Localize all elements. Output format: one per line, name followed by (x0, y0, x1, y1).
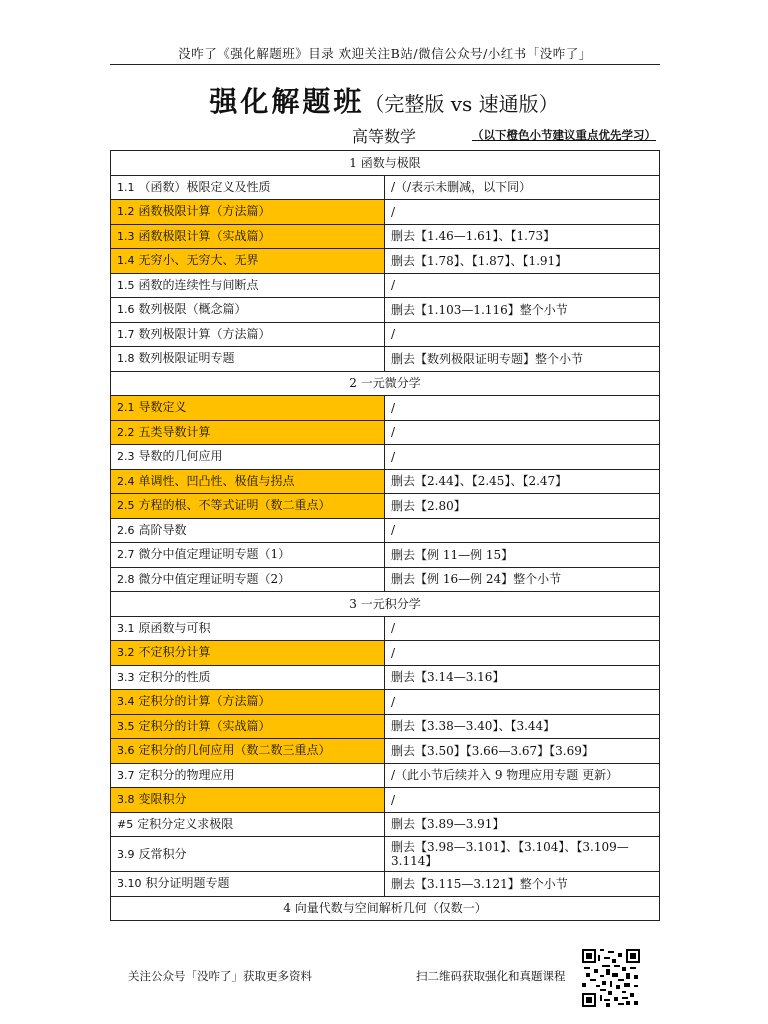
status-cell: /（/表示未删减，以下同） (385, 175, 660, 200)
topic-name: 函数极限计算（方法篇） (138, 204, 271, 219)
status-cell: /（此小节后续并入 9 物理应用专题 更新） (385, 763, 660, 788)
topic-number: 2.7 (117, 548, 135, 562)
topic-cell (111, 518, 385, 543)
topic-name: 定积分的几何应用（数二数三重点） (138, 743, 331, 758)
topic-number: 2.6 (117, 523, 135, 537)
topic-name: 定积分的计算（实战篇） (138, 718, 271, 733)
topic-cell (111, 322, 385, 347)
topic-cell (111, 739, 385, 764)
table-row (111, 396, 660, 421)
status-cell: 删去【3.115—3.121】整个小节 (385, 872, 660, 897)
section-title: 4 向量代数与空间解析几何（仅数一） (111, 896, 660, 921)
table-row (111, 872, 660, 897)
topic-cell (111, 837, 385, 872)
qr-code-icon (582, 949, 640, 1007)
topic-cell (111, 616, 385, 641)
document-title (0, 80, 768, 120)
status-cell: 删去【1.78】、【1.87】、【1.91】 (385, 249, 660, 274)
table-row (111, 788, 660, 813)
status-cell: 删去【3.50】【3.66—3.67】【3.69】 (385, 739, 660, 764)
topic-cell (111, 714, 385, 739)
topic-number: 2.5 (117, 499, 135, 513)
table-row (111, 812, 660, 837)
status-cell: / (385, 788, 660, 813)
topic-number: 3.5 (117, 719, 135, 733)
table-row (111, 469, 660, 494)
table-row (111, 249, 660, 274)
topic-name: 微分中值定理证明专题（1） (138, 547, 291, 562)
topic-name: 数列极限证明专题 (138, 351, 235, 366)
subject-heading: 高等数学 (352, 127, 417, 146)
status-cell: / (385, 322, 660, 347)
status-cell: / (385, 641, 660, 666)
table-row (111, 837, 660, 872)
topic-number: 1.2 (117, 205, 135, 219)
topic-number: 2.2 (117, 425, 135, 439)
table-row (111, 616, 660, 641)
status-cell: 删去【3.89—3.91】 (385, 812, 660, 837)
topic-cell (111, 175, 385, 200)
topic-number: 3.2 (117, 646, 135, 660)
topic-number: 3.9 (117, 847, 135, 861)
section-title: 1 函数与极限 (111, 151, 660, 176)
priority-note: （以下橙色小节建议重点优先学习） (472, 128, 656, 142)
section-row (111, 896, 660, 921)
table-row (111, 494, 660, 519)
topic-name: 积分证明题专题 (145, 876, 230, 891)
table-row (111, 322, 660, 347)
topic-cell (111, 298, 385, 323)
status-cell: / (385, 200, 660, 225)
topic-name: 函数的连续性与间断点 (138, 277, 259, 292)
topic-number: 1.8 (117, 352, 135, 366)
section-row (111, 371, 660, 396)
topic-number: 1.3 (117, 229, 135, 243)
topic-number: 3.7 (117, 768, 135, 782)
table-row (111, 665, 660, 690)
topic-name: 不定积分计算 (138, 645, 211, 660)
topic-number: 2.3 (117, 450, 135, 464)
topic-number: 3.3 (117, 670, 135, 684)
section-row (111, 151, 660, 176)
topic-cell (111, 469, 385, 494)
topic-number: 3.10 (117, 877, 142, 891)
footer-left-text: 关注公众号「没咋了」获取更多资料 (128, 969, 312, 983)
status-cell: 删去【3.38—3.40】、【3.44】 (385, 714, 660, 739)
table-row (111, 567, 660, 592)
topic-name: （函数）极限定义及性质 (138, 179, 271, 194)
topic-cell (111, 249, 385, 274)
topic-cell (111, 665, 385, 690)
topic-cell (111, 420, 385, 445)
status-cell: 删去【2.80】 (385, 494, 660, 519)
topic-cell (111, 812, 385, 837)
topic-name: 微分中值定理证明专题（2） (138, 571, 291, 586)
status-cell: 删去【例 11—例 15】 (385, 543, 660, 568)
section-title: 2 一元微分学 (111, 371, 660, 396)
status-cell: / (385, 273, 660, 298)
page-header: 没咋了《强化解题班》目录 欢迎关注B站/微信公众号/小红书「没咋了」 (178, 46, 592, 61)
topic-cell (111, 641, 385, 666)
status-cell: / (385, 420, 660, 445)
topic-cell (111, 273, 385, 298)
topic-cell (111, 543, 385, 568)
status-cell: 删去【3.98—3.101】、【3.104】、【3.109—3.114】 (385, 837, 660, 872)
topic-name: 函数极限计算（实战篇） (138, 228, 271, 243)
table-row (111, 224, 660, 249)
topic-number: 2.4 (117, 474, 135, 488)
topic-number: 3.8 (117, 793, 135, 807)
topic-name: 无穷小、无穷大、无界 (138, 253, 259, 268)
topic-number: 1.7 (117, 327, 135, 341)
topic-cell (111, 567, 385, 592)
table-row (111, 641, 660, 666)
status-cell: 删去【2.44】、【2.45】、【2.47】 (385, 469, 660, 494)
topic-name: 单调性、凹凸性、极值与拐点 (138, 473, 295, 488)
topic-name: 方程的根、不等式证明（数二重点） (138, 498, 331, 513)
topic-name: 定积分的计算（方法篇） (138, 694, 271, 709)
topic-number: 2.8 (117, 572, 135, 586)
topic-cell (111, 763, 385, 788)
topic-name: 反常积分 (138, 846, 187, 861)
topic-number: 1.4 (117, 254, 135, 268)
topic-name: 高阶导数 (138, 522, 187, 537)
table-row (111, 714, 660, 739)
status-cell: 删去【数列极限证明专题】整个小节 (385, 347, 660, 372)
topic-name: 定积分定义求极限 (137, 816, 234, 831)
topic-cell (111, 224, 385, 249)
topic-number: 1.1 (117, 180, 135, 194)
section-title: 3 一元积分学 (111, 592, 660, 617)
topic-name: 原函数与可积 (138, 620, 211, 635)
table-row (111, 445, 660, 470)
table-row (111, 273, 660, 298)
topic-number: 3.6 (117, 744, 135, 758)
topic-cell (111, 396, 385, 421)
topic-number: 3.1 (117, 621, 135, 635)
header-divider (110, 64, 660, 65)
status-cell: / (385, 616, 660, 641)
table-row (111, 200, 660, 225)
subject-row (110, 124, 660, 146)
topic-cell (111, 200, 385, 225)
topic-number: 2.1 (117, 401, 135, 415)
status-cell: 删去【例 16—例 24】整个小节 (385, 567, 660, 592)
topic-cell (111, 788, 385, 813)
topic-number: 1.5 (117, 278, 135, 292)
table-row (111, 420, 660, 445)
table-row (111, 298, 660, 323)
status-cell: / (385, 518, 660, 543)
title-main: 强化解题班 (209, 85, 365, 118)
table-row (111, 763, 660, 788)
status-cell: 删去【3.14—3.16】 (385, 665, 660, 690)
topic-cell (111, 690, 385, 715)
table-row (111, 543, 660, 568)
topic-name: 变限积分 (138, 792, 187, 807)
topic-cell (111, 445, 385, 470)
status-cell: 删去【1.46—1.61】、【1.73】 (385, 224, 660, 249)
table-row (111, 347, 660, 372)
topic-name: 数列极限计算（方法篇） (138, 326, 271, 341)
topic-name: 导数定义 (138, 400, 187, 415)
table-row (111, 739, 660, 764)
contents-table (110, 150, 660, 921)
topic-number: 1.6 (117, 303, 135, 317)
table-row (111, 175, 660, 200)
topic-cell (111, 494, 385, 519)
topic-name: 数列极限（概念篇） (138, 302, 247, 317)
status-cell: / (385, 396, 660, 421)
title-sub: （完整版 vs 速通版） (364, 92, 559, 116)
topic-cell (111, 872, 385, 897)
status-cell: / (385, 445, 660, 470)
status-cell: 删去【1.103—1.116】整个小节 (385, 298, 660, 323)
topic-name: 定积分的物理应用 (138, 767, 235, 782)
table-row (111, 690, 660, 715)
topic-name: 导数的几何应用 (138, 449, 223, 464)
status-cell: / (385, 690, 660, 715)
footer-right-text: 扫二维码获取强化和真题课程 (416, 969, 566, 983)
topic-name: 定积分的性质 (138, 669, 211, 684)
topic-number: 3.4 (117, 695, 135, 709)
section-row (111, 592, 660, 617)
topic-cell (111, 347, 385, 372)
table-row (111, 518, 660, 543)
topic-number: #5 (117, 817, 134, 831)
topic-name: 五类导数计算 (138, 424, 211, 439)
